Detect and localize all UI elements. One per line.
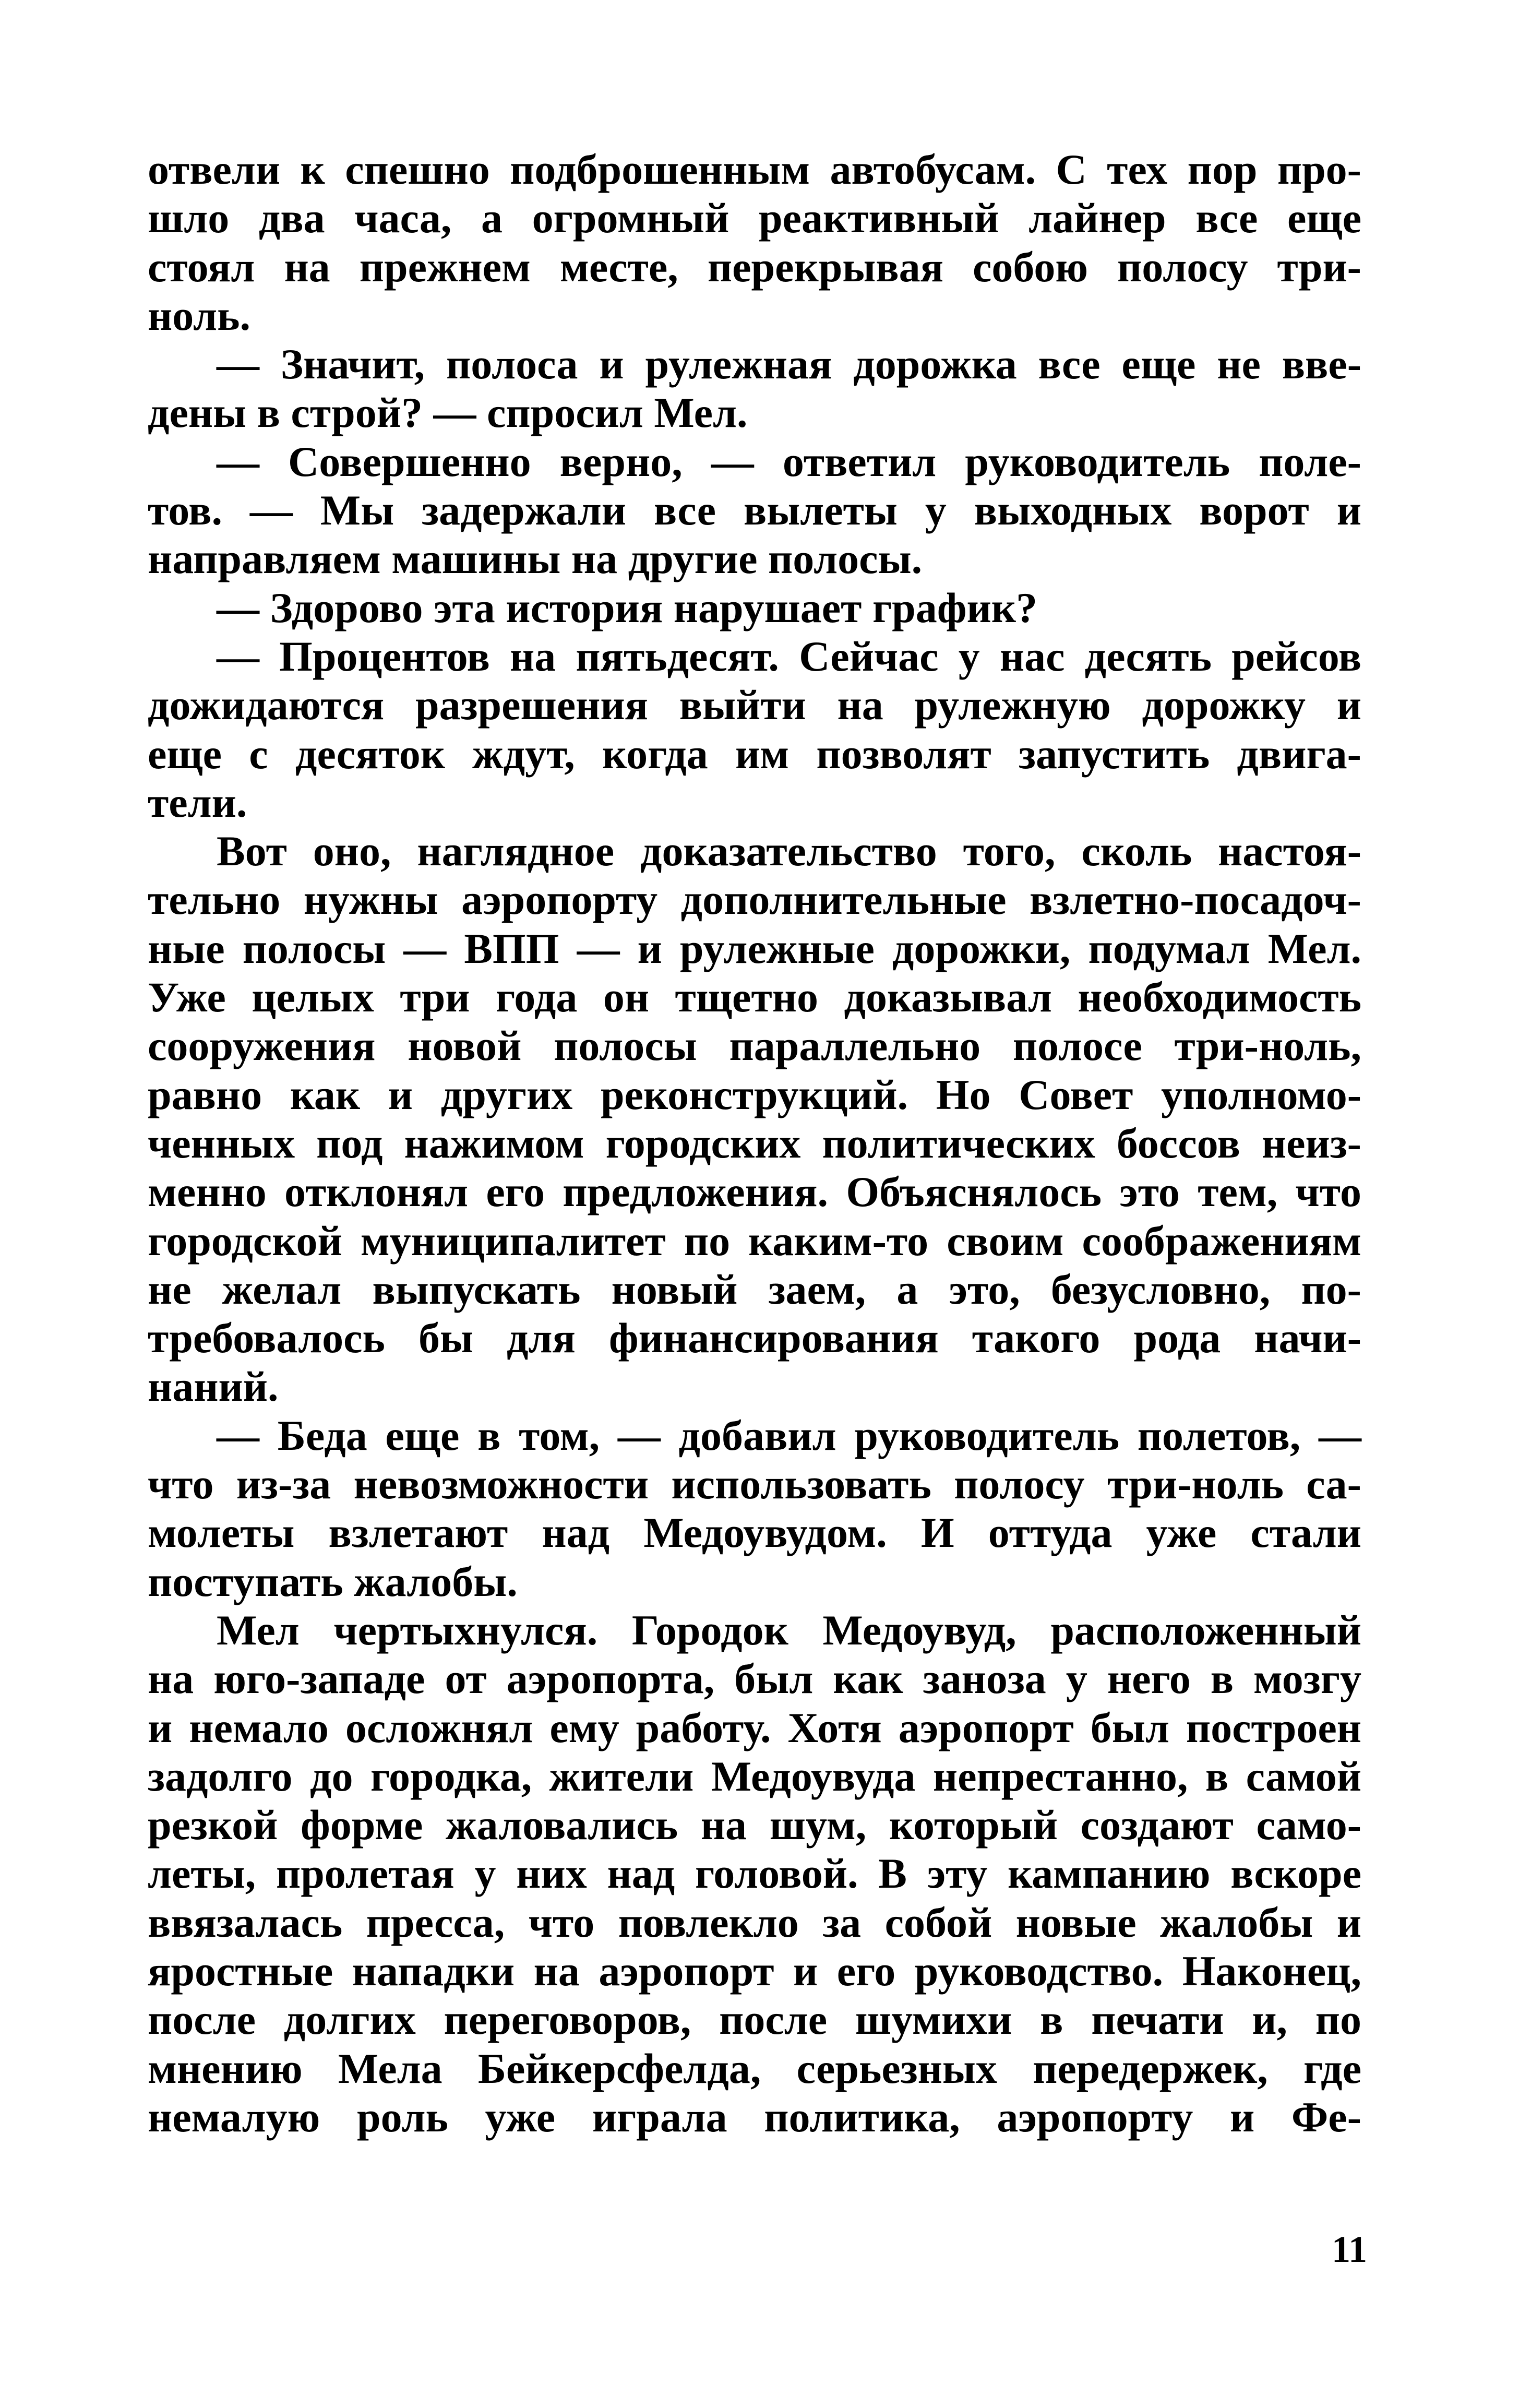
text-line: Уже целых три года он тщетно доказывал необходимость: [148, 973, 1361, 1021]
paragraph: [148, 583, 1361, 632]
text-line: поступать жалобы.: [148, 1557, 518, 1605]
text-line: — Беда еще в том, — добавил руководитель полетов, —: [217, 1411, 1361, 1459]
text-line: задолго до городка, жители Медоувуда непрестанно, в самой: [148, 1752, 1361, 1800]
text-line: леты, пролетая у них над головой. В эту кампанию вскоре: [148, 1850, 1361, 1898]
text-line: ные полосы — ВПП — и рулежные дорожки, подумал Мел.: [148, 924, 1361, 972]
text-line: дены в строй? — спросил Мел.: [148, 389, 748, 437]
text-line: резкой форме жаловались на шум, который создают само-: [148, 1801, 1361, 1849]
text-line: направляем машины на другие полосы.: [148, 535, 923, 583]
text-line: — Процентов на пятьдесят. Сейчас у нас десять рейсов: [217, 632, 1361, 680]
text-line: — Значит, полоса и рулежная дорожка все еще не вве-: [217, 340, 1361, 388]
text-line: после долгих переговоров, после шумихи в печати и, по: [148, 1996, 1361, 2044]
page-number: 11: [1331, 2228, 1367, 2270]
text-line: тельно нужны аэропорту дополнительные взлетно-посадоч-: [148, 876, 1361, 924]
text-line: менно отклонял его предложения. Объяснялось это тем, что: [148, 1168, 1361, 1216]
text-line: отвели к спешно подброшенным автобусам. С тех пор про-: [148, 146, 1361, 193]
text-line: Вот оно, наглядное доказательство того, сколь настоя-: [217, 827, 1361, 875]
paragraph: [148, 1606, 1361, 2141]
paragraph: [148, 340, 1361, 437]
paragraph: [148, 145, 1361, 340]
paragraph: [148, 1411, 1361, 1606]
text-line: ввязалась пресса, что повлекло за собой новые жалобы и: [148, 1898, 1361, 1946]
text-line: сооружения новой полосы параллельно полосе три-ноль,: [148, 1022, 1361, 1070]
text-line: ноль.: [148, 291, 251, 339]
text-line: — Совершенно верно, — ответил руководитель поле-: [217, 437, 1361, 485]
text-line: шло два часа, а огромный реактивный лайнер все еще: [148, 194, 1361, 242]
text-line: еще с десяток ждут, когда им позволят запустить двига-: [148, 730, 1361, 778]
text-line: молеты взлетают над Медоувудом. И оттуда уже стали: [148, 1509, 1361, 1557]
text-line: тов. — Мы задержали все вылеты у выходных ворот и: [148, 486, 1361, 534]
text-line: ченных под нажимом городских политических боссов неиз-: [148, 1119, 1361, 1167]
text-line: мнению Мела Бейкерсфелда, серьезных передержек, где: [148, 2044, 1361, 2092]
paragraph: [148, 632, 1361, 827]
text-line: наний.: [148, 1363, 279, 1411]
text-line: требовалось бы для финансирования такого рода начи-: [148, 1314, 1361, 1362]
text-line: и немало осложнял ему работу. Хотя аэропорт был построен: [148, 1703, 1361, 1751]
text-line: яростные нападки на аэропорт и его руководство. Наконец,: [148, 1947, 1361, 1995]
text-line: — Здорово эта история нарушает график?: [217, 583, 1038, 631]
paragraph: [148, 437, 1361, 583]
text-line: равно как и других реконструкций. Но Совет уполномо-: [148, 1070, 1361, 1118]
text-line: тели.: [148, 778, 247, 826]
paragraph: [148, 827, 1361, 1411]
text-line: дожидаются разрешения выйти на рулежную дорожку и: [148, 681, 1361, 729]
text-line: немалую роль уже играла политика, аэропорту и Фе-: [148, 2093, 1361, 2141]
text-line: Мел чертыхнулся. Городок Медоувуд, расположенный: [217, 1606, 1361, 1654]
text-line: что из-за невозможности использовать полосу три-ноль са-: [148, 1460, 1361, 1508]
text-line: на юго-западе от аэропорта, был как заноза у него в мозгу: [148, 1655, 1361, 1703]
body-text: [148, 145, 1361, 2141]
text-line: не желал выпускать новый заем, а это, безусловно, по-: [148, 1265, 1361, 1313]
text-line: городской муниципалитет по каким-то своим соображениям: [148, 1217, 1361, 1265]
text-line: стоял на прежнем месте, перекрывая собою полосу три-: [148, 243, 1361, 291]
